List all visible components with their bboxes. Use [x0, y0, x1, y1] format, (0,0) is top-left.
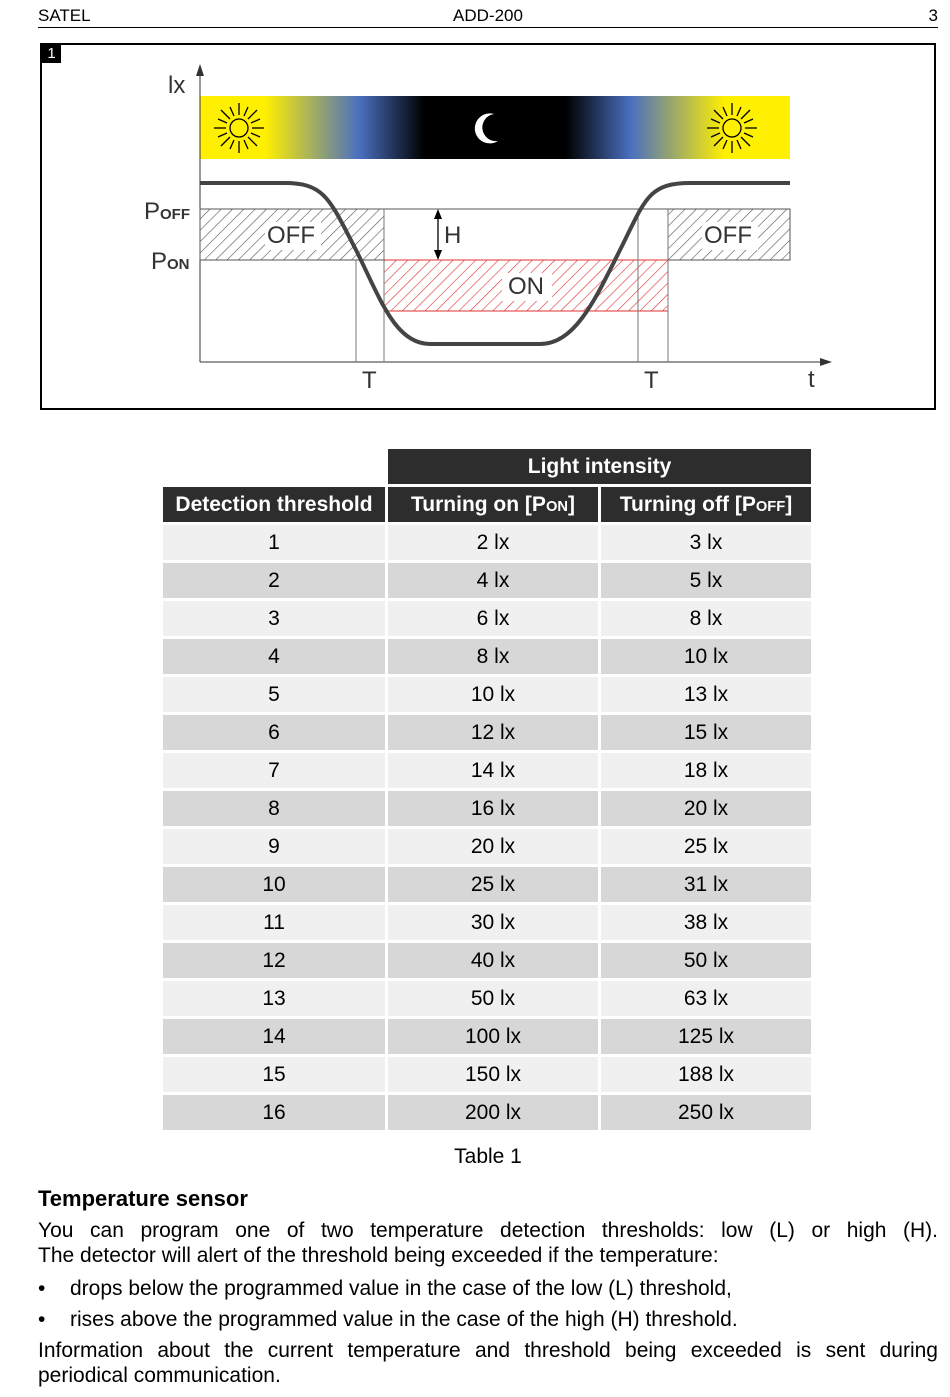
table-row [163, 639, 811, 674]
cell-threshold: 14 [163, 1019, 385, 1054]
blank-header-cell [163, 449, 385, 484]
figure-number: 1 [42, 45, 61, 63]
col-header-turning-on [388, 487, 598, 522]
table-row [163, 1019, 811, 1054]
col-header-turning-off [601, 487, 811, 522]
cell-off: 10 lx [601, 639, 811, 674]
cell-on: 40 lx [388, 943, 598, 978]
t-label-right: T [644, 367, 659, 394]
cell-threshold: 7 [163, 753, 385, 788]
table-row [163, 715, 811, 750]
table-row [163, 525, 811, 560]
cell-threshold: 3 [163, 601, 385, 636]
sun-icon [214, 103, 264, 153]
table-row [163, 753, 811, 788]
para2-line1: Information about the current temperature and threshold being exceeded is sent during [38, 1339, 938, 1362]
cell-on: 16 lx [388, 791, 598, 826]
cell-off: 50 lx [601, 943, 811, 978]
cell-threshold: 2 [163, 563, 385, 598]
cell-off: 8 lx [601, 601, 811, 636]
x-axis-label: t [808, 366, 815, 393]
cell-off: 188 lx [601, 1057, 811, 1092]
cell-off: 125 lx [601, 1019, 811, 1054]
cell-threshold: 13 [163, 981, 385, 1016]
p-on-label [151, 248, 190, 276]
table-row [163, 867, 811, 902]
cell-off: 31 lx [601, 867, 811, 902]
bullet-dot: • [38, 1277, 46, 1300]
page-number: 3 [928, 6, 938, 25]
col2-main: Turning on [P [411, 492, 546, 516]
cell-on: 50 lx [388, 981, 598, 1016]
cell-threshold: 15 [163, 1057, 385, 1092]
bullet-text: rises above the programmed value in the case of the high (H) threshold. [70, 1308, 738, 1331]
cell-off: 250 lx [601, 1095, 811, 1130]
cell-on: 14 lx [388, 753, 598, 788]
table-row [163, 601, 811, 636]
hysteresis-label: H [444, 222, 462, 249]
cell-threshold: 1 [163, 525, 385, 560]
cell-off: 13 lx [601, 677, 811, 712]
header-model: ADD-200 [453, 6, 523, 25]
cell-on: 8 lx [388, 639, 598, 674]
para2-line2: periodical communication. [38, 1364, 281, 1387]
p-off-label [144, 198, 190, 226]
cell-threshold: 16 [163, 1095, 385, 1130]
table-row [163, 905, 811, 940]
table-row [163, 981, 811, 1016]
cell-off: 63 lx [601, 981, 811, 1016]
cell-off: 18 lx [601, 753, 811, 788]
bullet-dot: • [38, 1308, 46, 1331]
cell-on: 30 lx [388, 905, 598, 940]
cell-off: 20 lx [601, 791, 811, 826]
cell-threshold: 8 [163, 791, 385, 826]
col2-end: ] [567, 492, 575, 516]
col3-end: ] [785, 492, 793, 516]
bullet-text: drops below the programmed value in the case of the low (L) threshold, [70, 1277, 732, 1300]
cell-on: 12 lx [388, 715, 598, 750]
table-row [163, 563, 811, 598]
col3-sub: OFF [755, 498, 786, 515]
cell-on: 2 lx [388, 525, 598, 560]
p-off-main: P [144, 198, 161, 225]
cell-threshold: 11 [163, 905, 385, 940]
cell-threshold: 9 [163, 829, 385, 864]
table-row [163, 829, 811, 864]
cell-off: 3 lx [601, 525, 811, 560]
table-row [163, 1095, 811, 1130]
light-band [200, 96, 790, 159]
p-on-main: P [151, 248, 168, 275]
table-row [163, 791, 811, 826]
cell-on: 6 lx [388, 601, 598, 636]
para1-line2: The detector will alert of the threshold being exceeded if the temperature: [38, 1244, 719, 1267]
threshold-diagram [0, 0, 950, 420]
off-label-right: OFF [704, 222, 752, 249]
header-brand: SATEL [38, 6, 91, 25]
cell-on: 100 lx [388, 1019, 598, 1054]
section-title: Temperature sensor [38, 1186, 248, 1211]
col3-main: Turning off [P [619, 492, 756, 516]
cell-threshold: 5 [163, 677, 385, 712]
cell-threshold: 10 [163, 867, 385, 902]
p-on-sub: ON [167, 256, 190, 273]
on-label: ON [508, 273, 544, 300]
col-header-threshold: Detection threshold [163, 487, 385, 522]
cell-on: 10 lx [388, 677, 598, 712]
cell-threshold: 4 [163, 639, 385, 674]
off-label-left: OFF [267, 222, 315, 249]
table-row [163, 1057, 811, 1092]
cell-on: 200 lx [388, 1095, 598, 1130]
cell-off: 15 lx [601, 715, 811, 750]
cell-off: 5 lx [601, 563, 811, 598]
table-caption: Table 1 [454, 1145, 522, 1168]
cell-threshold: 12 [163, 943, 385, 978]
para1-line1: You can program one of two temperature detection thresholds: low (L) or high (H). [38, 1219, 938, 1242]
table-row [163, 943, 811, 978]
cell-threshold: 6 [163, 715, 385, 750]
cell-on: 150 lx [388, 1057, 598, 1092]
t-label-left: T [362, 367, 377, 394]
p-off-sub: OFF [160, 206, 191, 223]
group-header-light-intensity: Light intensity [388, 449, 811, 484]
table-row [163, 677, 811, 712]
cell-on: 25 lx [388, 867, 598, 902]
col2-sub: ON [545, 498, 568, 515]
cell-on: 4 lx [388, 563, 598, 598]
sun-icon [707, 103, 757, 153]
y-axis-label: lx [168, 72, 186, 99]
cell-off: 25 lx [601, 829, 811, 864]
cell-on: 20 lx [388, 829, 598, 864]
threshold-table [160, 446, 814, 1133]
cell-off: 38 lx [601, 905, 811, 940]
